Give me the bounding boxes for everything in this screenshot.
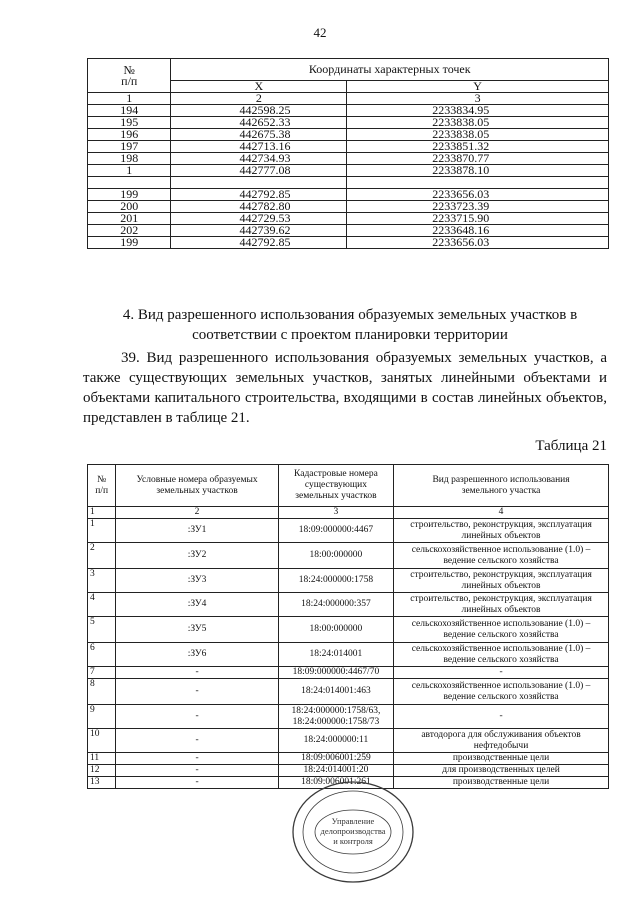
- coord-row: [88, 165, 609, 177]
- point-number: 201: [88, 213, 171, 225]
- point-number: 194: [88, 105, 171, 117]
- usage-conditional-number: -: [116, 705, 278, 729]
- seal-text-line: Управление: [331, 816, 375, 826]
- coord-y: 2233838.05: [347, 117, 609, 129]
- usage-row-num: 9: [88, 705, 116, 729]
- coord-y: 2233851.32: [347, 141, 609, 153]
- usage-row: [88, 729, 609, 753]
- usage-permitted-use: автодорога для обслуживания объектов нефтедобычи: [394, 729, 609, 753]
- coord-x: 442734.93: [171, 153, 347, 165]
- coord-row: [88, 189, 609, 201]
- usage-header-conditional: Условные номера образуемых земельных участков: [116, 465, 278, 507]
- usage-permitted-use: строительство, реконструкция, эксплуатация линейных объектов: [394, 519, 609, 543]
- coord-row: [88, 141, 609, 153]
- usage-col-num-4: 4: [394, 507, 609, 519]
- coord-row: [88, 237, 609, 249]
- usage-col-num-3: 3: [278, 507, 393, 519]
- usage-row-num: 3: [88, 569, 116, 593]
- usage-permitted-use: сельскохозяйственное использование (1.0) – ведение сельского хозяйства: [394, 617, 609, 643]
- section-heading: 4. Вид разрешенного использования образуемых земельных участков в соответствии с проектом планировки территории: [122, 307, 578, 343]
- usage-row: [88, 705, 609, 729]
- usage-conditional-number: -: [116, 753, 278, 765]
- coord-row: [88, 129, 609, 141]
- table-caption: Таблица 21: [535, 438, 607, 454]
- usage-row-num: 10: [88, 729, 116, 753]
- usage-conditional-number: :ЗУ3: [116, 569, 278, 593]
- usage-row: [88, 617, 609, 643]
- coord-y: 2233838.05: [347, 129, 609, 141]
- usage-cadastral-number: 18:24:000000:1758: [278, 569, 393, 593]
- point-number: 199: [88, 189, 171, 201]
- usage-conditional-number: -: [116, 777, 278, 789]
- usage-conditional-number: -: [116, 765, 278, 777]
- usage-conditional-number: -: [116, 729, 278, 753]
- usage-cadastral-number: 18:24:014001: [278, 643, 393, 667]
- usage-col-num-2: 2: [116, 507, 278, 519]
- point-number: 195: [88, 117, 171, 129]
- usage-row: [88, 543, 609, 569]
- coord-x: 442675.38: [171, 129, 347, 141]
- usage-row-num: 4: [88, 593, 116, 617]
- header-y: Y: [347, 81, 609, 93]
- usage-cadastral-number: 18:24:014001:463: [278, 679, 393, 705]
- point-number: 1: [88, 165, 171, 177]
- header-coordinates: Координаты характерных точек: [171, 59, 609, 81]
- usage-row-num: 7: [88, 667, 116, 679]
- point-number: 200: [88, 201, 171, 213]
- coord-x: 442792.85: [171, 189, 347, 201]
- point-number: 198: [88, 153, 171, 165]
- seal-text-line: делопроизводства: [320, 826, 386, 836]
- usage-permitted-use: сельскохозяйственное использование (1.0) – ведение сельского хозяйства: [394, 679, 609, 705]
- coord-x: 442598.25: [171, 105, 347, 117]
- usage-row: [88, 753, 609, 765]
- point-number: 196: [88, 129, 171, 141]
- usage-permitted-use: сельскохозяйственное использование (1.0) – ведение сельского хозяйства: [394, 643, 609, 667]
- coord-y: 2233723.39: [347, 201, 609, 213]
- coord-x: 442652.33: [171, 117, 347, 129]
- usage-row-num: 2: [88, 543, 116, 569]
- coord-row: [88, 177, 609, 189]
- usage-cadastral-number: 18:09:006001:261: [278, 777, 393, 789]
- point-number: 197: [88, 141, 171, 153]
- usage-row-num: 11: [88, 753, 116, 765]
- seal-stamp: [289, 778, 417, 886]
- coord-x: 442739.62: [171, 225, 347, 237]
- usage-cadastral-number: 18:00:000000: [278, 543, 393, 569]
- coord-row: [88, 213, 609, 225]
- usage-row-num: 13: [88, 777, 116, 789]
- usage-header-cadastral: Кадастровые номера существующих земельных участков: [278, 465, 393, 507]
- coord-y: 2233878.10: [347, 165, 609, 177]
- usage-conditional-number: :ЗУ5: [116, 617, 278, 643]
- coord-x: 442777.08: [171, 165, 347, 177]
- coord-row: [88, 153, 609, 165]
- coord-y: 2233715.90: [347, 213, 609, 225]
- usage-table: [87, 464, 609, 789]
- usage-row: [88, 667, 609, 679]
- coord-x: 442729.53: [171, 213, 347, 225]
- usage-row: [88, 643, 609, 667]
- coord-y: 2233834.95: [347, 105, 609, 117]
- usage-cadastral-number: 18:24:000000:1758/63, 18:24:000000:1758/73: [278, 705, 393, 729]
- usage-header-permitted-use: Вид разрешенного использования земельного участка: [394, 465, 609, 507]
- coordinates-table: [87, 58, 609, 249]
- usage-conditional-number: :ЗУ6: [116, 643, 278, 667]
- usage-conditional-number: -: [116, 679, 278, 705]
- coord-x: 442713.16: [171, 141, 347, 153]
- usage-row: [88, 569, 609, 593]
- coord-y: 2233870.77: [347, 153, 609, 165]
- header-num: № п/п: [88, 59, 171, 93]
- usage-conditional-number: :ЗУ2: [116, 543, 278, 569]
- usage-row-num: 1: [88, 519, 116, 543]
- usage-permitted-use: сельскохозяйственное использование (1.0) – ведение сельского хозяйства: [394, 543, 609, 569]
- usage-cadastral-number: 18:24:000000:357: [278, 593, 393, 617]
- usage-row-num: 6: [88, 643, 116, 667]
- point-number: 199: [88, 237, 171, 249]
- usage-conditional-number: :ЗУ1: [116, 519, 278, 543]
- usage-row: [88, 593, 609, 617]
- col-num-3: 3: [347, 93, 609, 105]
- usage-cadastral-number: 18:24:000000:11: [278, 729, 393, 753]
- usage-permitted-use: -: [394, 667, 609, 679]
- seal-text-line: и контроля: [333, 836, 373, 846]
- usage-conditional-number: -: [116, 667, 278, 679]
- usage-permitted-use: производственные цели: [394, 777, 609, 789]
- usage-row-num: 8: [88, 679, 116, 705]
- coord-row: [88, 105, 609, 117]
- coord-row: [88, 117, 609, 129]
- coord-y: 2233656.03: [347, 237, 609, 249]
- coord-y: 2233656.03: [347, 189, 609, 201]
- usage-header-num: № п/п: [88, 465, 116, 507]
- coord-row: [88, 225, 609, 237]
- paragraph-39: 39. Вид разрешенного использования образуемых земельных участков, а также существующих земельных участков, занятых линейными объектами и объектами капитального строительства, входящими в состав линейных объектов, представлен в таблице 21.: [83, 350, 607, 426]
- header-x: X: [171, 81, 347, 93]
- coord-x: 442792.85: [171, 237, 347, 249]
- page-number: 42: [313, 25, 327, 40]
- usage-cadastral-number: 18:00:000000: [278, 617, 393, 643]
- usage-row: [88, 519, 609, 543]
- usage-permitted-use: для производственных целей: [394, 765, 609, 777]
- usage-conditional-number: :ЗУ4: [116, 593, 278, 617]
- usage-cadastral-number: 18:09:000000:4467: [278, 519, 393, 543]
- usage-permitted-use: производственные цели: [394, 753, 609, 765]
- usage-row: [88, 765, 609, 777]
- usage-cadastral-number: 18:09:000000:4467/70: [278, 667, 393, 679]
- usage-row: [88, 679, 609, 705]
- coord-y: 2233648.16: [347, 225, 609, 237]
- coord-row: [88, 201, 609, 213]
- usage-row-num: 12: [88, 765, 116, 777]
- usage-col-num-1: 1: [88, 507, 116, 519]
- usage-row-num: 5: [88, 617, 116, 643]
- usage-permitted-use: -: [394, 705, 609, 729]
- usage-permitted-use: строительство, реконструкция, эксплуатация линейных объектов: [394, 593, 609, 617]
- usage-permitted-use: строительство, реконструкция, эксплуатация линейных объектов: [394, 569, 609, 593]
- col-num-1: 1: [88, 93, 171, 105]
- coord-x: 442782.80: [171, 201, 347, 213]
- usage-cadastral-number: 18:09:006001:259: [278, 753, 393, 765]
- col-num-2: 2: [171, 93, 347, 105]
- usage-cadastral-number: 18:24:014001:20: [278, 765, 393, 777]
- point-number: 202: [88, 225, 171, 237]
